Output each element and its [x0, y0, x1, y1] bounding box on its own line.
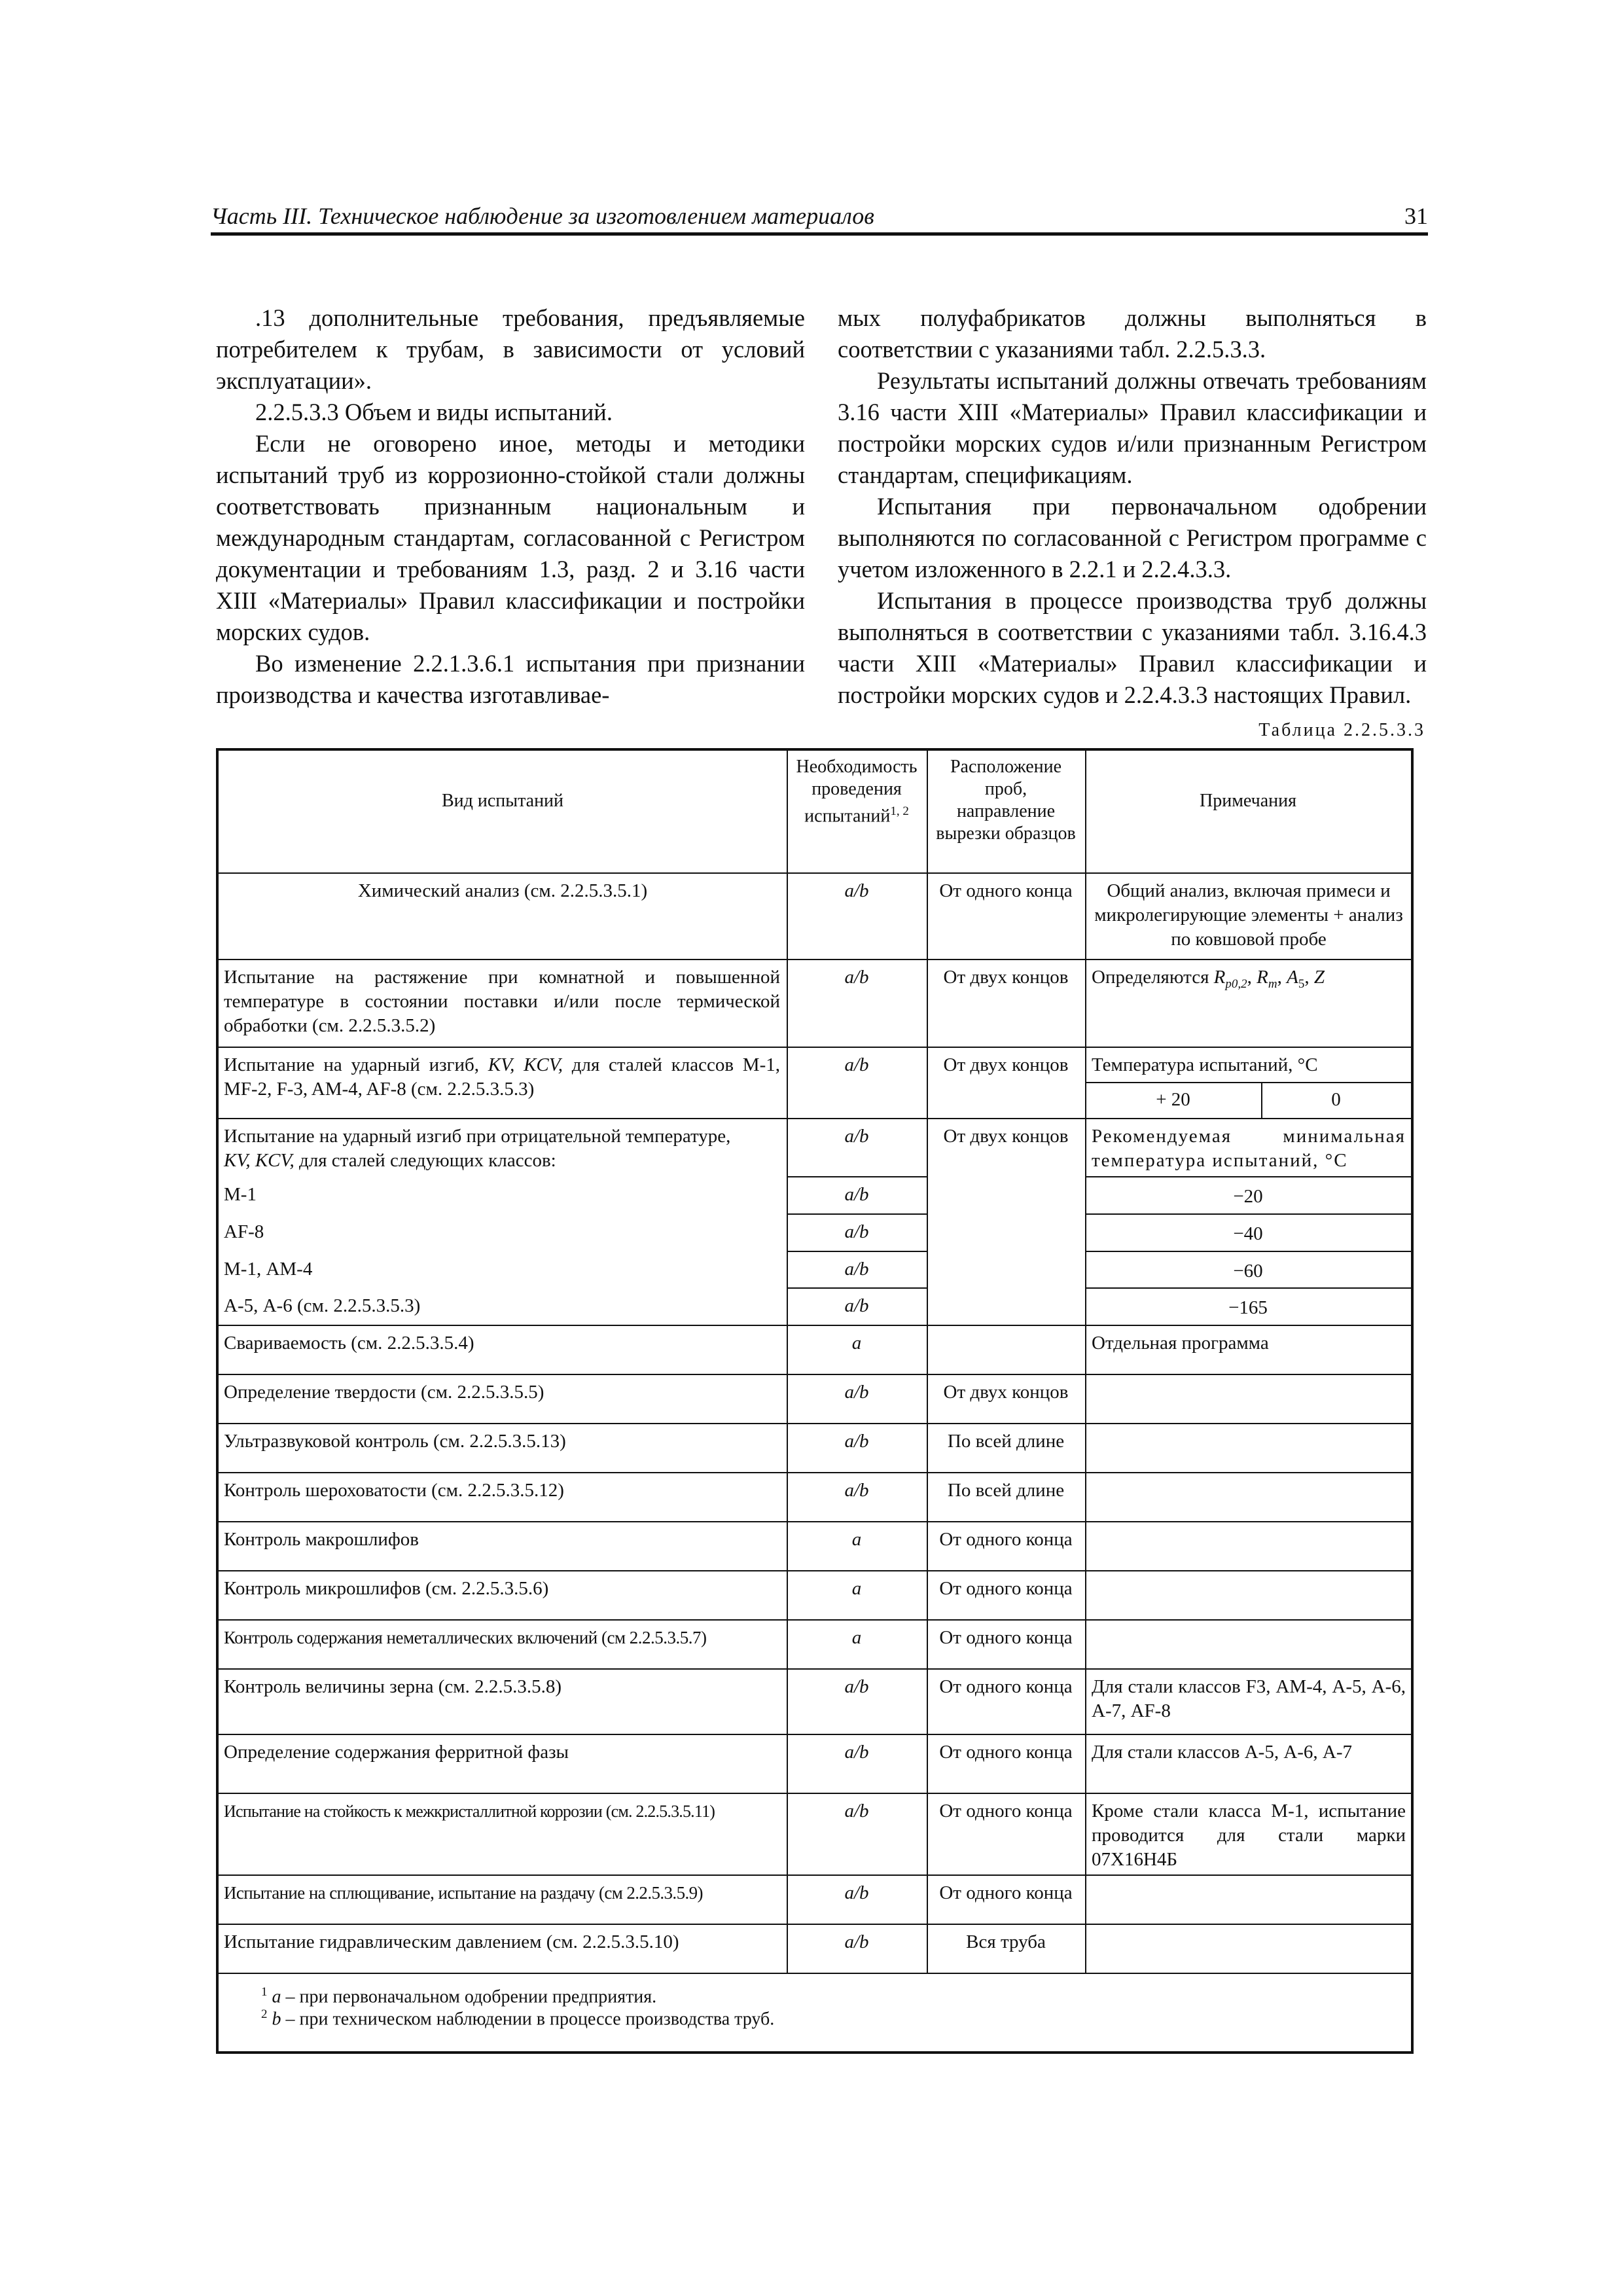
row-divider [787, 1287, 927, 1289]
cell-test: Контроль микрошлифов (см. 2.2.5.3.5.6) [224, 1578, 549, 1599]
footnote-text: – при первоначальном одобрении предприятия. [281, 1986, 657, 2007]
symbol-sub: p0,2 [1225, 977, 1247, 991]
row-divider [219, 1325, 1411, 1326]
cell-location: От одного конца [939, 1627, 1073, 1648]
cell-test: Испытание на сплющивание, испытание на раздачу (см 2.2.5.3.5.9) [224, 1883, 703, 1903]
cell-test: Испытание на растяжение при комнатной и повышенной температуре в состоянии поставки и/или после термической обработки (см. 2.2.5.3.5.2) [224, 967, 780, 1036]
header-test-type: Вид испытаний [441, 791, 564, 811]
cell-necessity: a/b [844, 1054, 869, 1075]
row-divider [787, 1213, 927, 1215]
cell-location: От одного конца [939, 880, 1073, 901]
cell-necessity: a/b [844, 1931, 869, 1952]
column-divider [787, 751, 788, 1973]
test-symbol: KV, KCV, [224, 1150, 294, 1171]
footnote-mark: 1 [261, 1985, 268, 1999]
cell-location: От одного конца [939, 1801, 1073, 1821]
paragraph: Если не оговорено иное, методы и методики испытаний труб из коррозионно-стойкой стали должны соответствовать признанным национальным и международным стандартам, согласованной с Регистром документации и требованиям 1.3, разд. 2 и 3.16 части XIII «Материалы» Правил классификации и постройки морских судов. [216, 430, 805, 645]
row-divider [219, 1874, 1411, 1876]
column-divider [927, 751, 928, 1973]
row-divider [787, 1176, 927, 1177]
row-divider [219, 1668, 1411, 1670]
cell-location: От одного конца [939, 1578, 1073, 1599]
cell-test: Ультразвуковой контроль (см. 2.2.5.3.5.13) [224, 1431, 566, 1452]
cell-note: Для стали классов F3, АМ-4, А-5, А-6, А-7, AF-8 [1092, 1676, 1406, 1721]
header-notes: Примечания [1199, 791, 1296, 811]
row-divider [219, 1374, 1411, 1375]
cell-location: От двух концов [943, 1126, 1069, 1147]
symbol-rm: R [1257, 967, 1268, 988]
cell-note: Рекомендуемая минимальная температура испытаний, °С [1092, 1126, 1406, 1171]
test-text: Испытание на ударный изгиб при отрицательной температуре, [224, 1126, 731, 1147]
header-location-line: проб, [984, 779, 1027, 799]
cell-location: От одного конца [939, 1882, 1073, 1903]
cell-test: М-1, АМ-4 [224, 1259, 313, 1280]
test-text: для сталей следующих классов: [294, 1150, 556, 1171]
row-divider [219, 1924, 1411, 1925]
cell-necessity: a [851, 1627, 862, 1648]
paragraph: Испытания при первоначальном одобрении выполняются по согласованной с Регистром программе с учетом изложенного в 2.2.1 и 2.2.4.3.3. [838, 493, 1427, 583]
row-divider [219, 1521, 1411, 1522]
cell-note: Кроме стали класса М-1, испытание проводится для стали марки 07Х16Н4Б [1092, 1801, 1406, 1870]
header-necessity [787, 756, 927, 827]
cell-location: От одного конца [939, 1529, 1073, 1550]
cell-necessity: a/b [844, 1259, 869, 1280]
header-sample-location [927, 756, 1085, 845]
cell-test [224, 1124, 780, 1173]
test-text: для сталей классов М-1, MF-2, F-3, AM-4, AF-8 (см. 2.2.5.3.5.3) [224, 1054, 780, 1100]
symbol-sub: 5 [1298, 977, 1305, 991]
cell-necessity: a/b [844, 1126, 869, 1147]
test-text: Испытание на ударный изгиб, [224, 1054, 488, 1075]
cell-note: −20 [1233, 1186, 1263, 1207]
tests-table [216, 748, 1414, 2054]
header-title: Часть III. Техническое наблюдение за изготовлением материалов [211, 203, 874, 229]
cell-location: От одного конца [939, 1676, 1073, 1697]
row-divider [1085, 1213, 1411, 1215]
row-divider [219, 1118, 1411, 1119]
cell-necessity: a/b [844, 1742, 869, 1763]
cell-test: Испытание на стойкость к межкристаллитной коррозии (см. 2.2.5.3.5.11) [224, 1802, 715, 1821]
paragraph: Во изменение 2.2.1.3.6.1 испытания при признании производства и качества изготавливае- [216, 650, 805, 708]
cell-necessity: a/b [844, 880, 869, 901]
table-caption: Таблица 2.2.5.3.3 [1258, 720, 1425, 740]
cell-test: А-5, А-6 (см. 2.2.5.3.5.3) [224, 1295, 421, 1316]
symbol-sub: m [1268, 977, 1277, 991]
cell-necessity: a/b [844, 1295, 869, 1316]
right-column [838, 302, 1427, 711]
header-location-line: вырезки образцов [936, 823, 1076, 844]
cell-test: AF-8 [224, 1221, 264, 1242]
paragraph: мых полуфабрикатов должны выполняться в соответствии с указаниями табл. 2.2.5.3.3. [838, 304, 1427, 363]
cell-necessity: a/b [844, 1382, 869, 1403]
cell-note: −40 [1233, 1223, 1263, 1244]
header-necessity-text: испытаний [804, 806, 891, 827]
row-divider [219, 1047, 1411, 1048]
cell-location: Вся труба [966, 1931, 1046, 1952]
row-divider [1085, 1287, 1411, 1289]
footnote-letter: a [272, 1986, 281, 2007]
paragraph: .13 дополнительные требования, предъявляемые потребителем к трубам, в зависимости от условий эксплуатации». [216, 304, 805, 394]
cell-necessity: a/b [844, 1882, 869, 1903]
cell-temperature: + 20 [1156, 1089, 1190, 1110]
section-heading: 2.2.5.3.3 Объем и виды испытаний. [255, 399, 613, 425]
cell-temperature: 0 [1331, 1089, 1341, 1110]
cell-test: Свариваемость (см. 2.2.5.3.5.4) [224, 1333, 474, 1354]
row-divider [219, 1734, 1411, 1735]
column-divider [1085, 751, 1086, 1973]
cell-note: −60 [1233, 1261, 1263, 1282]
cell-necessity: a [851, 1578, 862, 1599]
row-divider [219, 1570, 1411, 1571]
cell-note: Отдельная программа [1092, 1333, 1269, 1354]
cell-necessity: a/b [844, 1801, 869, 1821]
cell-note: −165 [1228, 1297, 1268, 1318]
cell-necessity: a/b [844, 1431, 869, 1452]
cell-test: Химический анализ (см. 2.2.5.3.5.1) [357, 880, 648, 901]
cell-necessity: a/b [844, 1676, 869, 1697]
row-divider [219, 872, 1411, 874]
footnote-mark: 2 [261, 2007, 268, 2021]
header-location-line: Расположение [950, 757, 1062, 777]
cell-note: Общий анализ, включая примеси и микролегирующие элементы + анализ по ковшовой пробе [1094, 880, 1403, 950]
cell-test: Контроль содержания неметаллических включений (см 2.2.5.3.5.7) [224, 1628, 707, 1647]
row-divider [219, 1619, 1411, 1621]
cell-note: Определяются $R_{p0,2}$, $R_m$, $A_5$, Z [1092, 967, 1325, 991]
header-necessity-line [787, 800, 927, 827]
cell-location: От двух концов [943, 1382, 1069, 1403]
symbol-z: Z [1313, 967, 1325, 988]
cell-test: Испытание гидравлическим давлением (см. 2.2.5.3.5.10) [224, 1931, 679, 1952]
cell-test: Контроль величины зерна (см. 2.2.5.3.5.8) [224, 1676, 562, 1697]
cell-necessity: a [851, 1529, 862, 1550]
footnote-text: – при техническом наблюдении в процессе производства труб. [281, 2009, 775, 2030]
paragraph: Испытания в процессе производства труб должны выполняться в соответствии с указаниями табл. 3.16.4.3 части XIII «Материалы» Правил классификации и постройки морских судов и 2.2.4.3.3 настоящих Правил. [838, 587, 1427, 708]
row-divider [787, 1251, 927, 1252]
header-necessity-line: Необходимость [796, 757, 918, 777]
cell-location: По всей длине [947, 1480, 1065, 1501]
cell-test: Контроль шероховатости (см. 2.2.5.3.5.12) [224, 1480, 564, 1501]
row-divider [1085, 1176, 1411, 1177]
symbol-r: R [1213, 967, 1226, 988]
row-divider [219, 1973, 1411, 1974]
cell-location: От одного конца [939, 1742, 1073, 1763]
row-divider [219, 959, 1411, 960]
cell-test: М-1 [224, 1184, 257, 1205]
footnote-letter: b [272, 2009, 281, 2030]
cell-test: Определение содержания ферритной фазы [224, 1742, 569, 1763]
paragraph: Результаты испытаний должны отвечать требованиям 3.16 части XIII «Материалы» Правил классификации и постройки морских судов и/или признанным Регистром стандартам, спецификациям. [838, 367, 1427, 488]
cell-note: Температура испытаний, °С [1092, 1054, 1318, 1075]
header-location-line: направление [956, 801, 1056, 821]
cell-location: От двух концов [943, 1054, 1069, 1075]
cell-necessity: a/b [844, 1184, 869, 1205]
row-divider [219, 1793, 1411, 1794]
test-symbol: KV, KCV, [488, 1054, 563, 1075]
note-text: Определяются [1092, 967, 1209, 988]
cell-location: От двух концов [943, 967, 1069, 988]
cell-location: По всей длине [947, 1431, 1065, 1452]
row-divider [1085, 1082, 1411, 1083]
cell-test: Контроль макрошлифов [224, 1529, 419, 1550]
cell-necessity: a/b [844, 1480, 869, 1501]
header-necessity-line: проведения [812, 779, 902, 799]
footnote-marks: 1, 2 [890, 804, 909, 818]
row-divider [1085, 1251, 1411, 1252]
cell-note: Для стали классов А-5, А-6, А-7 [1092, 1742, 1353, 1763]
row-divider [219, 1472, 1411, 1473]
cell-test [224, 1053, 780, 1102]
cell-test: Определение твердости (см. 2.2.5.3.5.5) [224, 1382, 544, 1403]
left-column [216, 302, 805, 711]
row-divider [219, 1423, 1411, 1424]
cell-necessity: a [851, 1333, 862, 1354]
running-header [211, 200, 1428, 236]
cell-necessity: a/b [844, 967, 869, 988]
footnote [261, 2003, 774, 2030]
cell-necessity: a/b [844, 1221, 869, 1242]
symbol-a: A [1287, 967, 1298, 988]
page-number: 31 [1404, 203, 1428, 229]
